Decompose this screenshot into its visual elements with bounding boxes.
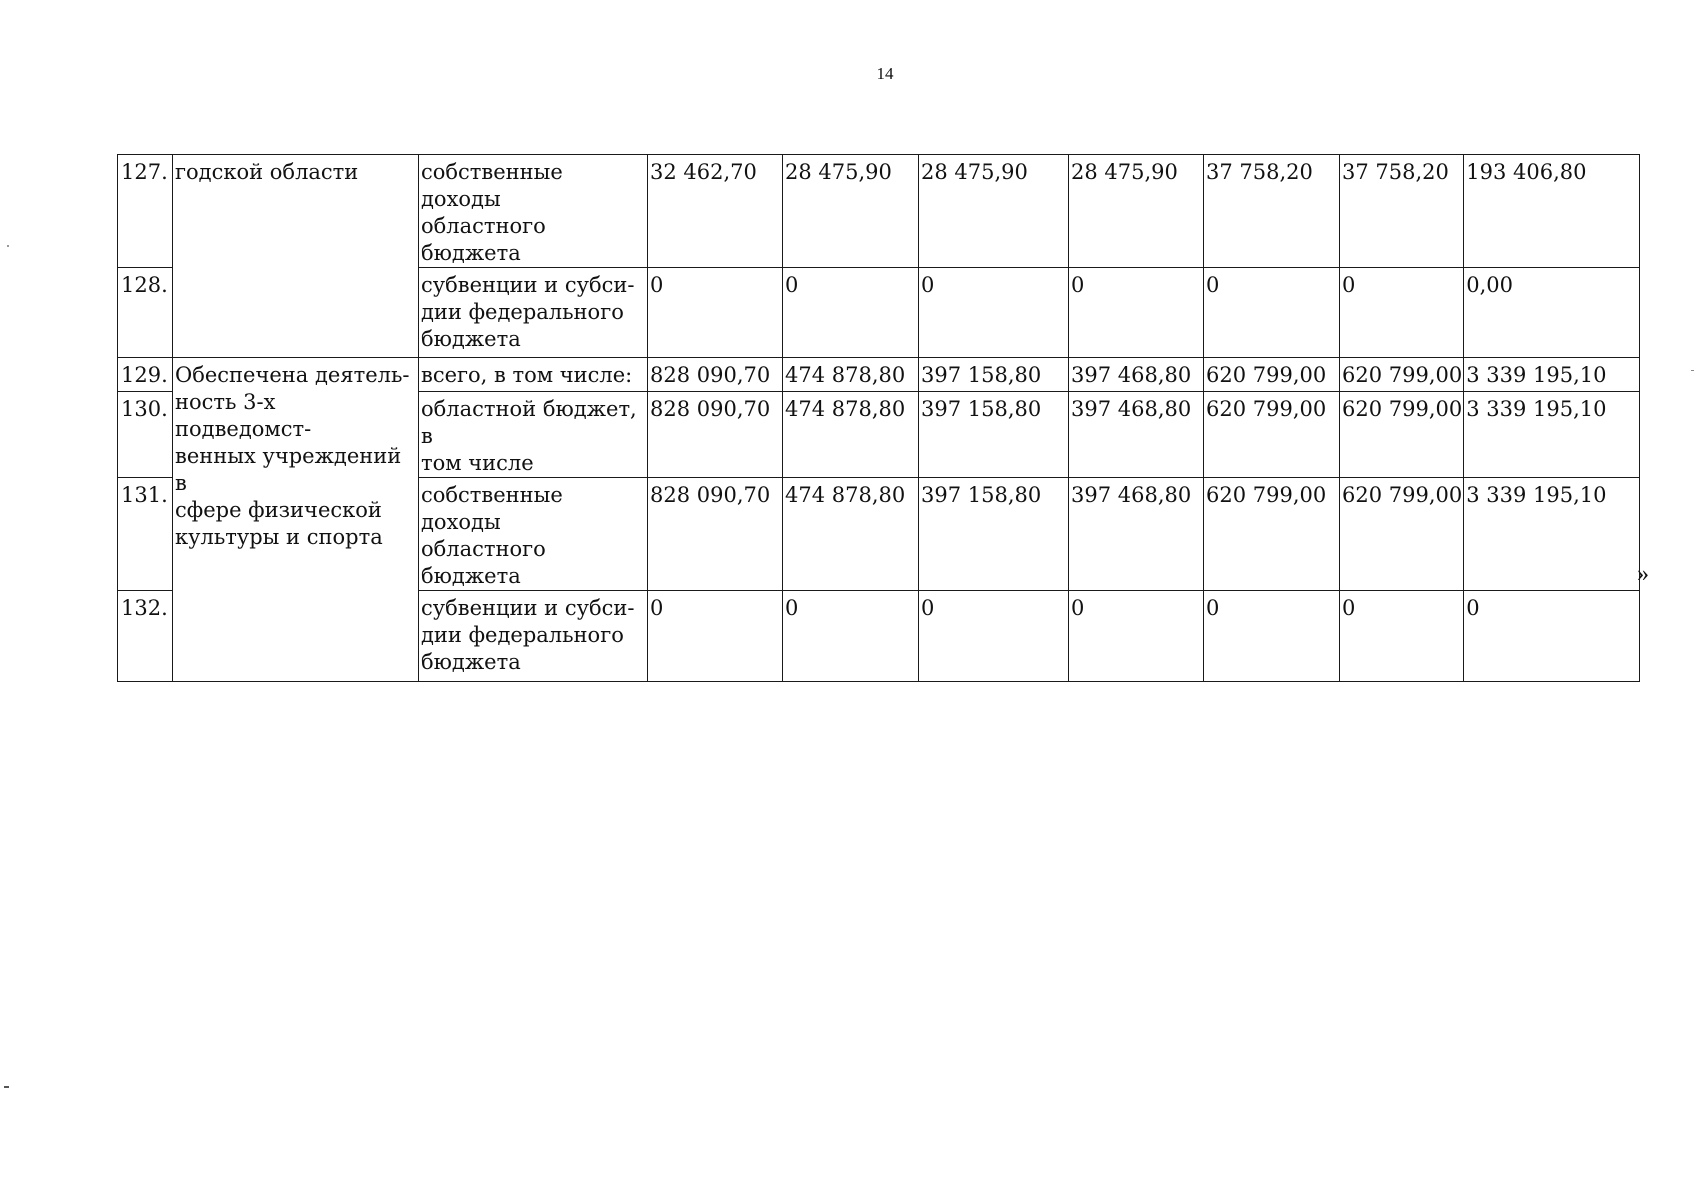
value-cell: 0,00 <box>1464 268 1640 358</box>
value-cell: 28 475,90 <box>1069 155 1204 268</box>
row-number: 130. <box>118 392 173 478</box>
table-row <box>118 155 1640 268</box>
scan-artifact <box>1691 370 1694 371</box>
scan-artifact <box>4 1086 9 1088</box>
row-number: 128. <box>118 268 173 358</box>
value-cell: 0 <box>1464 591 1640 682</box>
value-cell: 37 758,20 <box>1340 155 1464 268</box>
value-cell: 397 158,80 <box>919 392 1069 478</box>
value-cell: 620 799,00 <box>1204 392 1340 478</box>
value-cell: 397 468,80 <box>1069 478 1204 591</box>
value-cell: 474 878,80 <box>783 478 919 591</box>
value-cell: 0 <box>1340 591 1464 682</box>
value-cell: 28 475,90 <box>919 155 1069 268</box>
value-cell: 397 468,80 <box>1069 358 1204 392</box>
value-cell: 620 799,00 <box>1204 478 1340 591</box>
value-cell: 828 090,70 <box>648 358 783 392</box>
value-cell: 828 090,70 <box>648 478 783 591</box>
value-cell: 0 <box>648 591 783 682</box>
value-cell: 3 339 195,10 <box>1464 478 1640 591</box>
value-cell: 397 158,80 <box>919 358 1069 392</box>
value-cell: 37 758,20 <box>1204 155 1340 268</box>
page-number: 14 <box>876 64 894 83</box>
funding-source: областной бюджет, в том числе <box>419 392 648 478</box>
value-cell: 620 799,00 <box>1340 478 1464 591</box>
budget-table <box>117 154 1640 682</box>
scan-artifact <box>7 245 9 247</box>
row-number: 129. <box>118 358 173 392</box>
value-cell: 0 <box>783 591 919 682</box>
value-cell: 0 <box>1069 268 1204 358</box>
value-cell: 0 <box>1069 591 1204 682</box>
value-cell: 620 799,00 <box>1340 358 1464 392</box>
value-cell: 474 878,80 <box>783 392 919 478</box>
funding-source: собственные доходы областного бюджета <box>419 478 648 591</box>
value-cell: 0 <box>1340 268 1464 358</box>
closing-quote: » <box>1637 561 1649 587</box>
funding-source: всего, в том числе: <box>419 358 648 392</box>
funding-source: собственные доходы областного бюджета <box>419 155 648 268</box>
value-cell: 3 339 195,10 <box>1464 358 1640 392</box>
row-number: 131. <box>118 478 173 591</box>
table-row <box>118 358 1640 392</box>
goal-cell: годской области <box>173 155 419 358</box>
value-cell: 0 <box>919 268 1069 358</box>
value-cell: 0 <box>648 268 783 358</box>
value-cell: 32 462,70 <box>648 155 783 268</box>
value-cell: 28 475,90 <box>783 155 919 268</box>
value-cell: 0 <box>919 591 1069 682</box>
row-number: 127. <box>118 155 173 268</box>
value-cell: 0 <box>1204 268 1340 358</box>
funding-source: субвенции и субси- дии федерального бюджета <box>419 591 648 682</box>
value-cell: 397 158,80 <box>919 478 1069 591</box>
value-cell: 193 406,80 <box>1464 155 1640 268</box>
value-cell: 397 468,80 <box>1069 392 1204 478</box>
value-cell: 620 799,00 <box>1204 358 1340 392</box>
value-cell: 474 878,80 <box>783 358 919 392</box>
value-cell: 0 <box>783 268 919 358</box>
value-cell: 0 <box>1204 591 1340 682</box>
goal-cell: Обеспечена деятель- ность 3-х подведомст- венных учреждений в сфере физической культуры и спорта <box>173 358 419 682</box>
value-cell: 3 339 195,10 <box>1464 392 1640 478</box>
value-cell: 828 090,70 <box>648 392 783 478</box>
value-cell: 620 799,00 <box>1340 392 1464 478</box>
row-number: 132. <box>118 591 173 682</box>
funding-source: субвенции и субси- дии федерального бюджета <box>419 268 648 358</box>
